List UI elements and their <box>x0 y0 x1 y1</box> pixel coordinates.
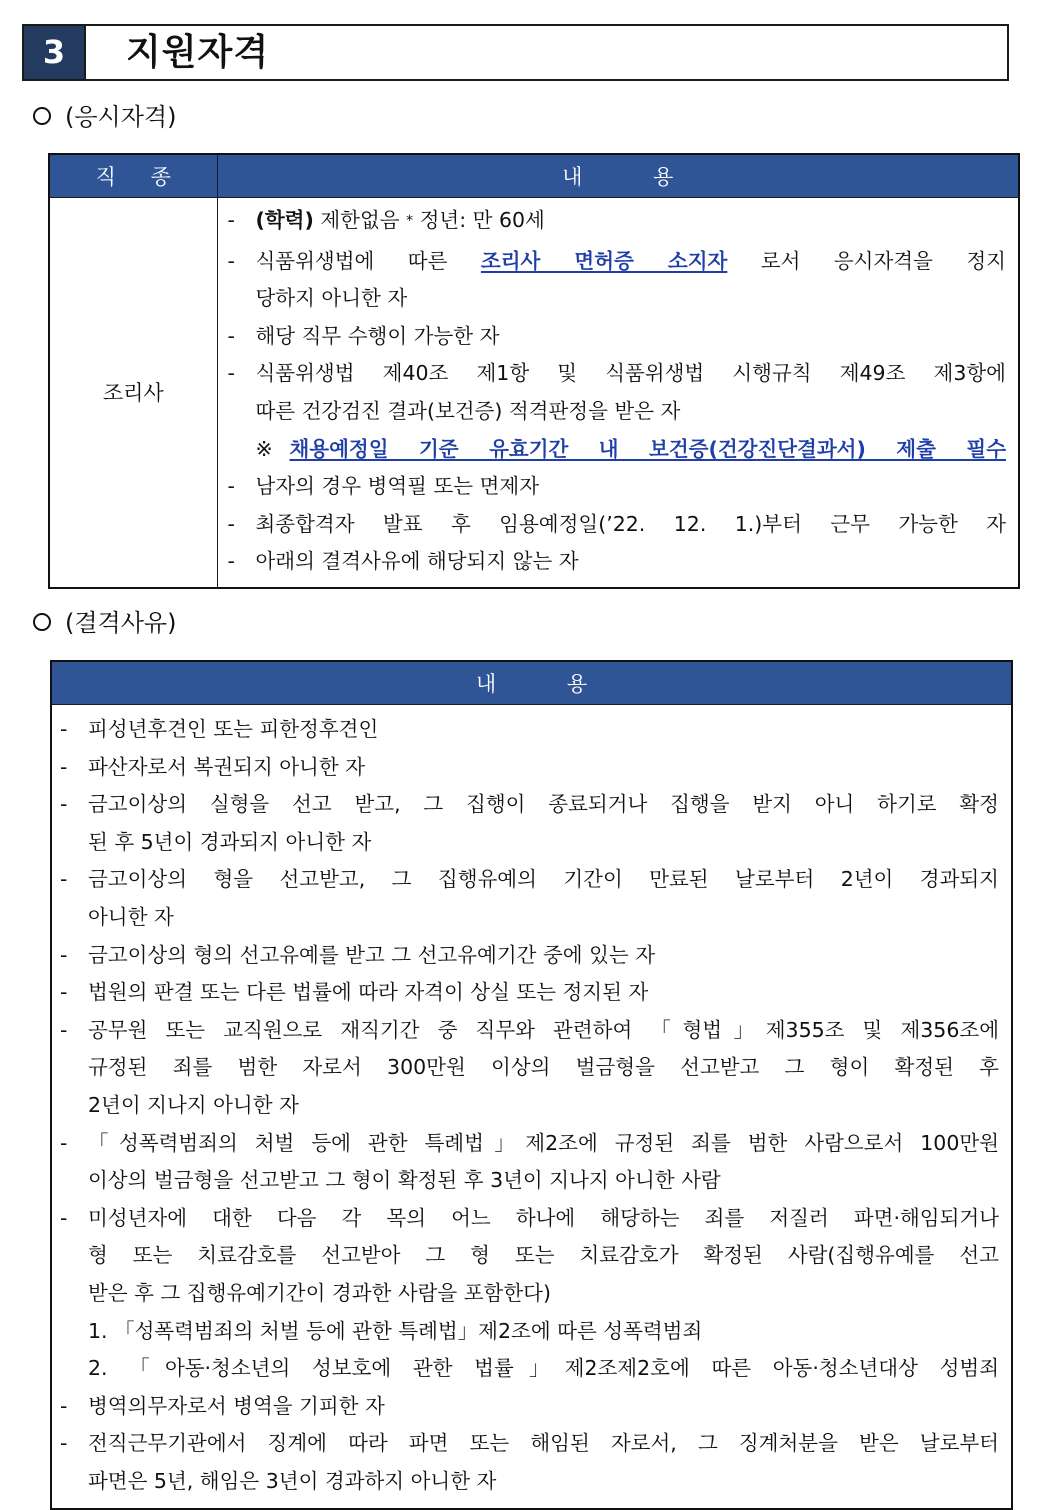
job-column-header: 직 종 <box>49 154 217 198</box>
list-item-continued: 규정된 죄를 범한 자로서 300만원 이상의 벌금형을 선고받고 그 형이 확정된 후 <box>88 1055 999 1080</box>
eligibility-heading <box>33 100 176 134</box>
list-item: - 금고이상의 실형을 선고 받고, 그 집행이 종료되거나 집행을 받지 아니 하기로 확정 <box>60 792 999 817</box>
content-column-header: 내 용 <box>51 661 1012 705</box>
circle-bullet-icon <box>33 613 51 631</box>
section-divider <box>84 26 106 79</box>
list-item: - 미성년자에 대한 다음 각 목의 어느 하나에 해당하는 죄를 저질러 파면·해임되거나 <box>60 1205 999 1230</box>
list-item-continued: 1. 「성폭력범죄의 처벌 등에 관한 특례법」제2조에 따른 성폭력범죄 <box>88 1318 703 1343</box>
list-item-continued: 아니한 자 <box>88 904 174 929</box>
list-item-continued: 이상의 벌금형을 선고받고 그 형이 확정된 후 3년이 지나지 아니한 사람 <box>88 1168 721 1193</box>
list-item-continued: 2년이 지나지 아니한 자 <box>88 1092 299 1117</box>
list-item-continued: 파면은 5년, 해임은 3년이 경과하지 아니한 자 <box>88 1468 497 1493</box>
list-item: - 금고이상의 형을 선고받고, 그 집행유예의 기간이 만료된 날로부터 2년이 경과되지 <box>60 867 999 892</box>
list-item: - 법원의 판결 또는 다른 법률에 따라 자격이 상실 또는 정지된 자 <box>60 980 649 1005</box>
list-item: - 최종합격자 발표 후 임용예정일(’22. 12. 1.)부터 근무 가능한 자 <box>227 511 1006 536</box>
list-item-continued: 당하지 아니한 자 <box>255 286 408 311</box>
list-item-continued: 형 또는 치료감호를 선고받아 그 형 또는 치료감호가 확정된 사람(집행유예를 선고 <box>88 1243 999 1268</box>
eligibility-content-cell <box>217 198 1019 588</box>
disqualification-table <box>50 660 1013 1510</box>
list-item: - 병역의무자로서 병역을 기피한 자 <box>60 1393 385 1418</box>
content-column-header: 내 용 <box>217 154 1019 198</box>
list-item: - (학력) 제한없음 * 정년: 만 60세 <box>227 208 545 232</box>
reference-mark-icon: ※ <box>255 436 273 461</box>
list-item: - 식품위생법에 따른 조리사 면허증 소지자 로서 응시자격을 정지 <box>227 248 1006 273</box>
disqualification-heading <box>33 606 176 640</box>
list-item-continued: 2. 「아동·청소년의 성보호에 관한 법률」제2조제2호에 따른 아동·청소년대상 성범죄 <box>88 1356 999 1381</box>
list-item: - 금고이상의 형의 선고유예를 받고 그 선고유예기간 중에 있는 자 <box>60 942 656 967</box>
note-item <box>228 431 1007 469</box>
list-item: - 아래의 결격사유에 해당되지 않는 자 <box>227 549 579 574</box>
list-item: - 남자의 경우 병역필 또는 면제자 <box>227 474 540 499</box>
list-item: - 공무원 또는 교직원으로 재직기간 중 직무와 관련하여 「형법」제355조 및 제356조에 <box>60 1017 999 1042</box>
eligibility-table-header-row <box>49 154 1019 198</box>
list-item-continued: 따른 건강검진 결과(보건증) 적격판정을 받은 자 <box>255 398 681 423</box>
list-item: - 피성년후견인 또는 피한정후견인 <box>60 717 379 741</box>
list-item: - 전직근무기관에서 징계에 따라 파면 또는 해임된 자로서, 그 징계처분을 받은 날로부터 <box>60 1431 999 1456</box>
eligibility-heading-text: (응시자격) <box>65 103 177 131</box>
list-item-continued: 받은 후 그 집행유예기간이 경과한 사람을 포함한다) <box>88 1280 551 1305</box>
disqualification-table-header-row <box>51 661 1012 705</box>
eligibility-row <box>49 198 1019 588</box>
section-title: 지원자격 <box>126 32 270 73</box>
disqualification-content-cell <box>51 705 1012 1510</box>
highlight-text: 채용예정일 기준 유효기간 내 보건증(건강진단결과서) 제출 필수 <box>289 436 1006 461</box>
disqualification-heading-text: (결격사유) <box>65 609 177 637</box>
list-item: - 식품위생법 제40조 제1항 및 식품위생법 시행규칙 제49조 제3항에 <box>227 361 1006 386</box>
section-header <box>22 24 1009 81</box>
section-number: 3 <box>24 26 84 79</box>
list-item-continued: 된 후 5년이 경과되지 아니한 자 <box>88 829 372 854</box>
job-cell: 조리사 <box>49 198 217 588</box>
circle-bullet-icon <box>33 107 51 125</box>
disqualification-row <box>51 705 1012 1510</box>
list-item: - 해당 직무 수행이 가능한 자 <box>227 323 500 348</box>
list-item: - 파산자로서 복권되지 아니한 자 <box>60 754 365 779</box>
highlight-text: 조리사 면허증 소지자 <box>480 248 728 273</box>
eligibility-table <box>48 153 1020 589</box>
list-item: - 「성폭력범죄의 처벌 등에 관한 특례법」제2조에 규정된 죄를 범한 사람으로서 100만원 <box>60 1130 999 1155</box>
